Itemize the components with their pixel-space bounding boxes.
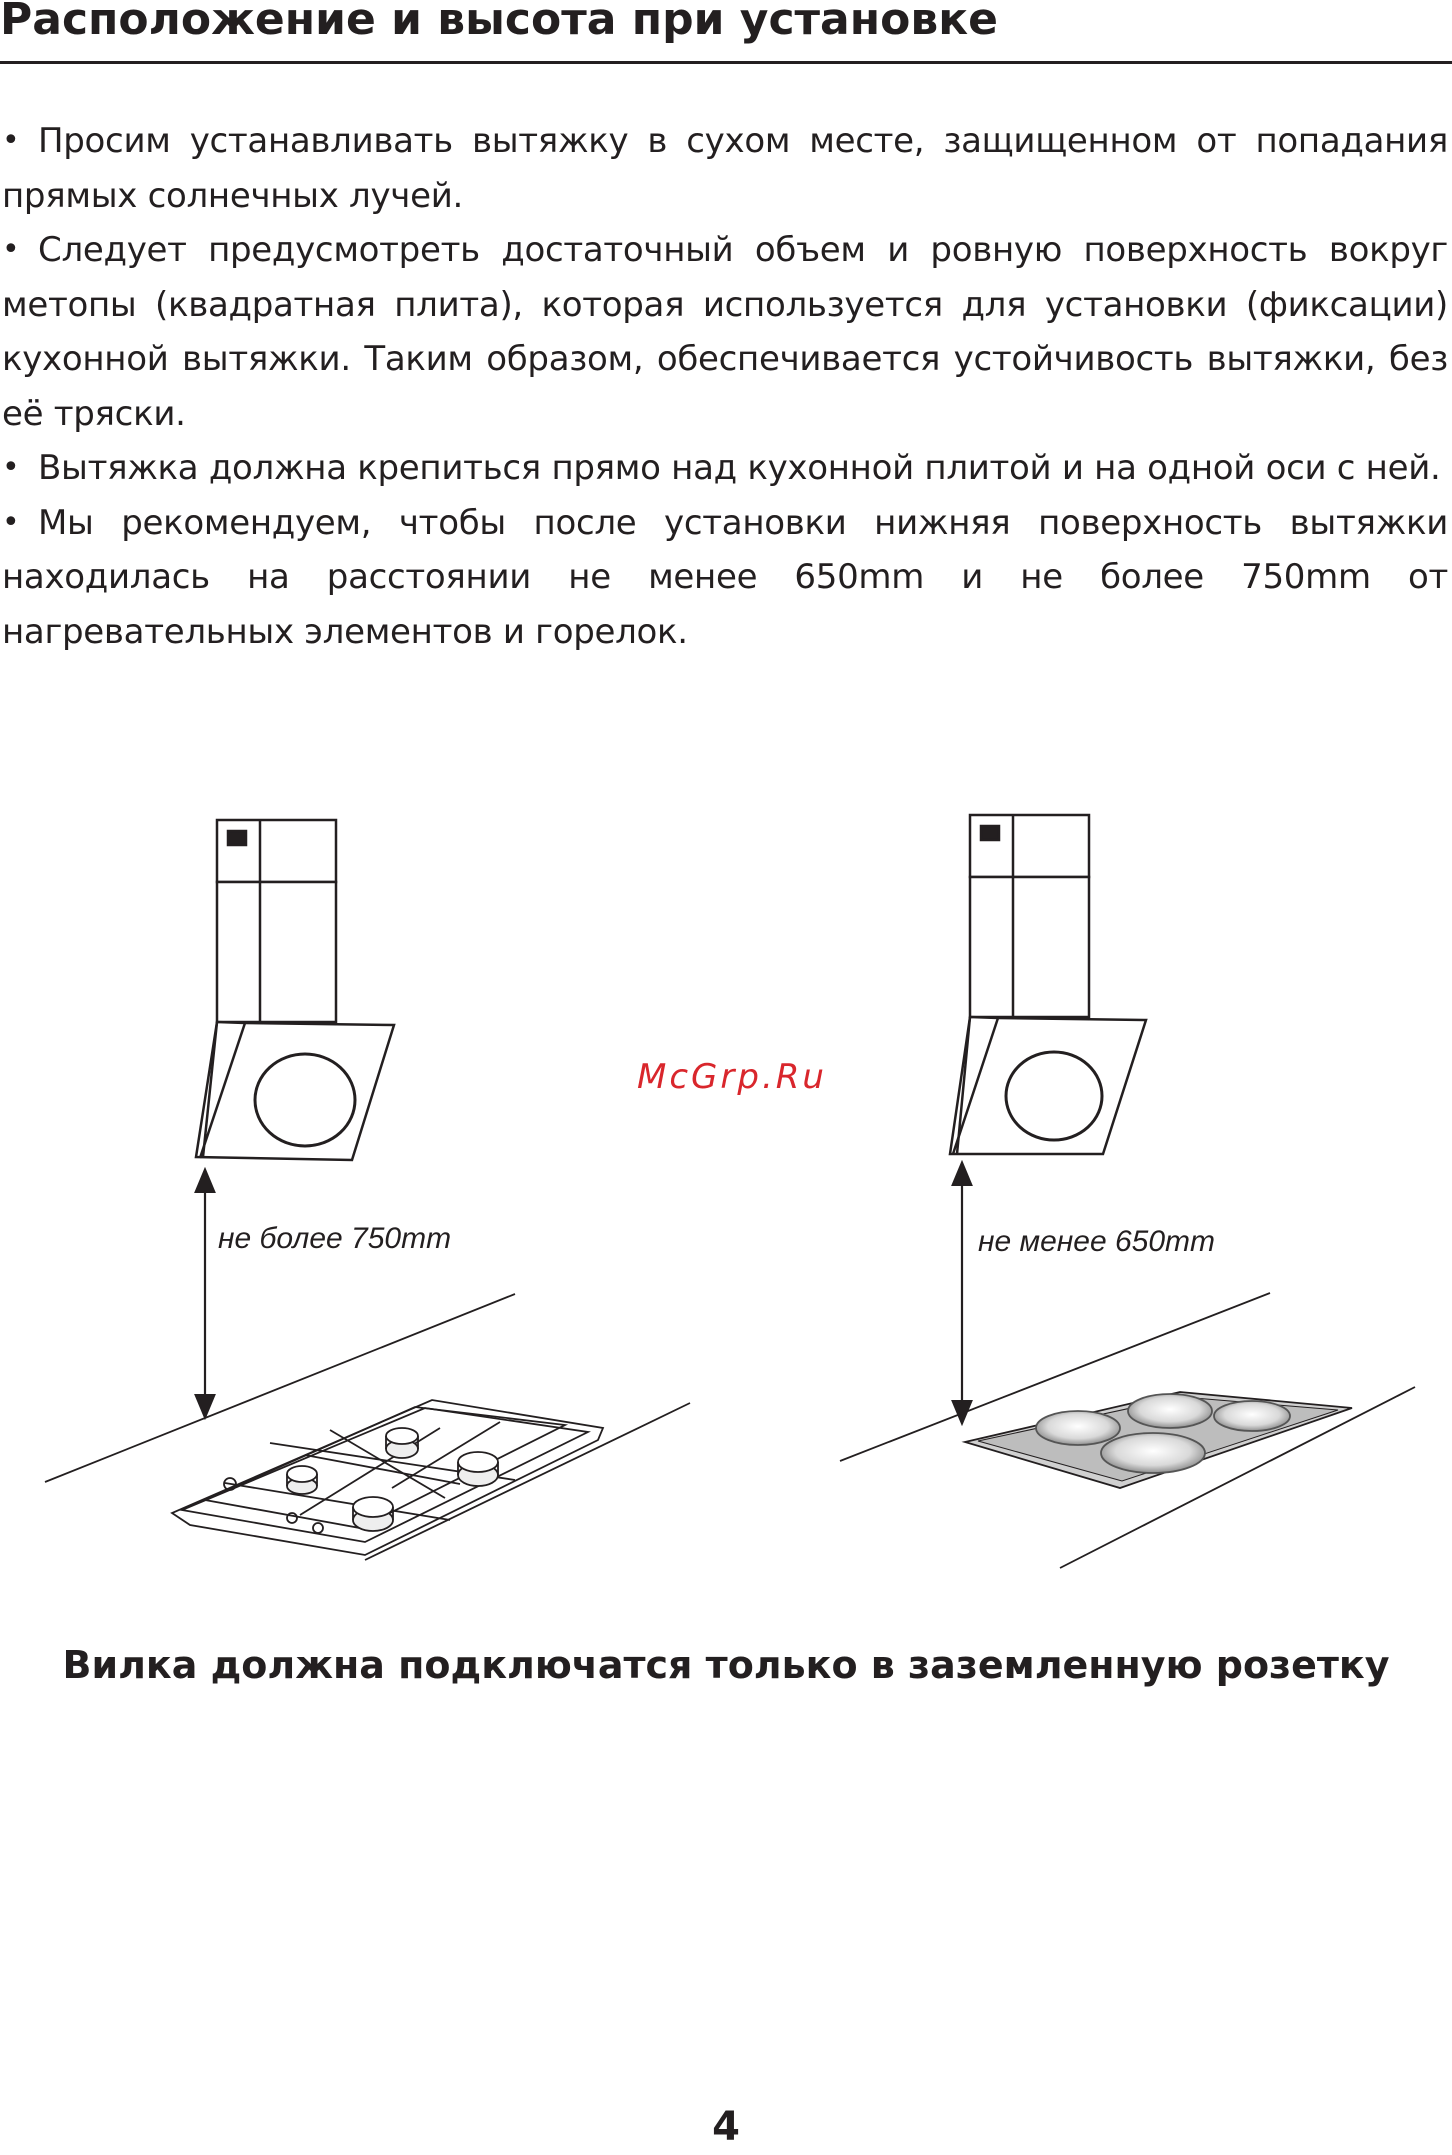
bullet-item: • Следует предусмотреть достаточный объем и ровную поверхность вокруг метопы (квадратная плита), которая используется для установки (фиксации) кухонной вытяжки. Таким образом, обеспечивается устойчивость вытяжки, без её тряски. (2, 223, 1448, 441)
bullet-item: • Вытяжка должна крепиться прямо над кухонной плитой и на одной оси с ней. (2, 441, 1448, 496)
control-panel-icon (228, 831, 246, 845)
distance-label-max: не более 750mm (218, 1222, 452, 1255)
bullet-item: • Мы рекомендуем, чтобы после установки нижняя поверхность вытяжки находилась на расстоянии не менее 650mm и не более 750mm от нагревательных элементов и горелок. (2, 496, 1448, 660)
bullet-item: • Просим устанавливать вытяжку в сухом месте, защищенном от попадания прямых солнечных лучей. (2, 114, 1448, 223)
bullet-list (2, 114, 1448, 659)
gas-hob (45, 1294, 690, 1560)
ceramic-hob (840, 1293, 1415, 1568)
grounding-warning: Вилка должна подключатся только в заземленную розетку (62, 1643, 1390, 1687)
distance-label-min: не менее 650mm (978, 1225, 1216, 1258)
watermark: McGrp.Ru (637, 1057, 827, 1097)
cooker-hood-left (196, 820, 394, 1160)
installation-diagram (0, 780, 1452, 1600)
page-title: Расположение и высота при установке (0, 0, 998, 45)
control-panel-icon (981, 826, 999, 840)
page-number: 4 (712, 2104, 740, 2150)
cooker-hood-right (950, 815, 1146, 1154)
title-underline (0, 61, 1452, 64)
